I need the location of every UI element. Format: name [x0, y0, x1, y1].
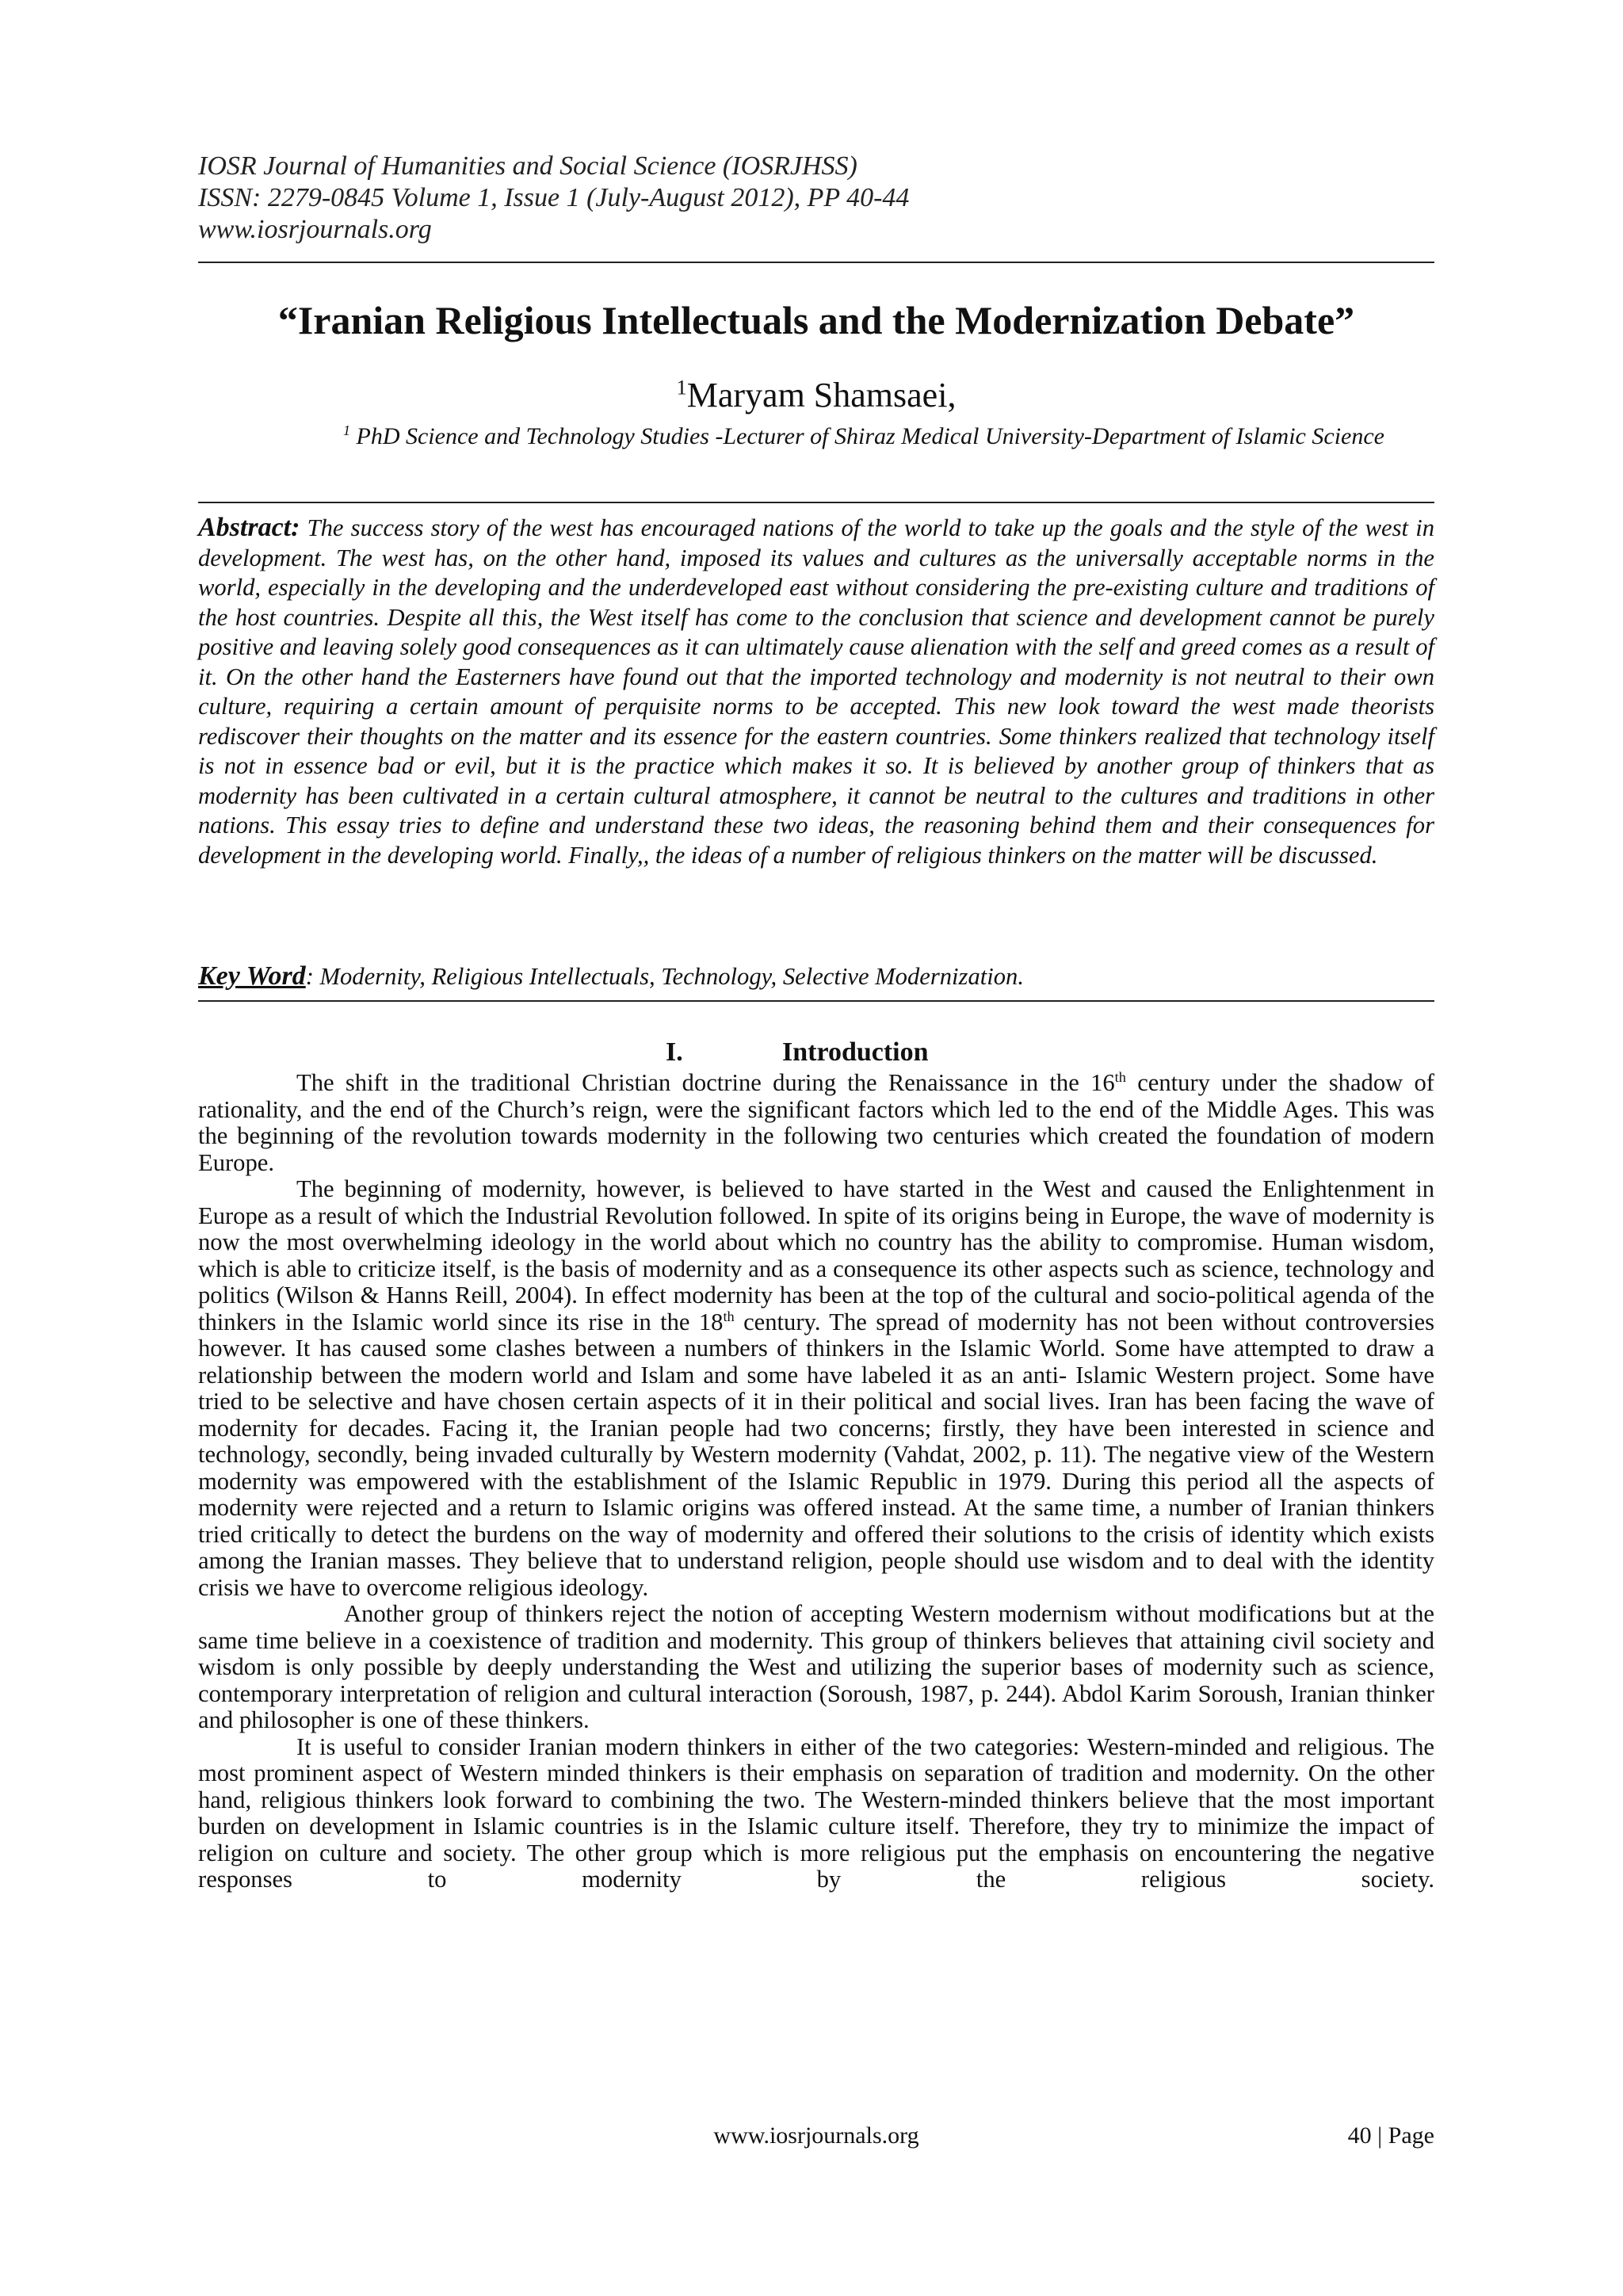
paragraph-2 [198, 1176, 1434, 1601]
body-text [198, 1070, 1434, 1893]
article-title: “Iranian Religious Intellectuals and the Modernization Debate” [277, 298, 1355, 342]
paragraph-1 [198, 1070, 1434, 1176]
abstract-bottom-rule [198, 1000, 1434, 1002]
header-rule [198, 262, 1434, 263]
paragraph-1-text-a: The shift in the traditional Christian doctrine during the Renaissance in the 16 [296, 1069, 1115, 1096]
abstract-text: The success story of the west has encouraged nations of the world to take up the goals and the style of the west in development. The west has, on the other hand, imposed its values and cultures as the universally acceptable norms in the world, especially in the developing and the underdeveloped east without considering the pre-existing culture and traditions of the host countries. Despite all this, the West itself has come to the conclusion that science and development cannot be purely positive and leaving solely good consequences as it can ultimately cause alienation with the self and greed comes as a result of it. On the other hand the Easterners have found out that the imported technology and modernity is not neutral to their own culture, requiring a certain amount of perquisite norms to be accepted. This new look toward the west made theorists rediscover their thoughts on the matter and its essence for the eastern countries. Some thinkers realized that technology itself is not in essence bad or evil, but it is the practice which makes it so. It is believed by another group of thinkers that as modernity has been cultivated in a certain cultural atmosphere, it cannot be neutral to the cultures and traditions in other nations. This essay tries to define and understand these two ideas, the reasoning behind them and their consequences for development in the developing world. Finally,, the ideas of a number of religious thinkers on the matter will be discussed. [198, 514, 1435, 869]
section-title: Introduction [782, 1037, 929, 1067]
abstract-label: Abstract: [198, 513, 300, 542]
affiliation [293, 422, 1434, 452]
section-number: I. [666, 1037, 683, 1067]
footer-website: www.iosrjournals.org [713, 2122, 919, 2149]
author-name: Maryam Shamsaei, [686, 376, 957, 415]
paragraph-4: It is useful to consider Iranian modern thinkers in either of the two categories: Western-minded and religious. The most prominent aspect of Western minded thinkers is their emphasis on separation of tradition and modernity. On the other hand, religious thinkers look forward to combining the two. The Western-minded thinkers believe that the most important burden on development in Islamic countries is in the Islamic culture itself. Therefore, they try to minimize the impact of religion on culture and society. The other group which is more religious put the emphasis on encountering the negative responses to modernity by the religious society. [198, 1733, 1434, 1893]
affiliation-superscript: 1 [343, 422, 350, 438]
keywords-text: : Modernity, Religious Intellectuals, Technology, Selective Modernization. [305, 963, 1024, 990]
abstract [198, 513, 1434, 870]
paragraph-3: Another group of thinkers reject the notion of accepting Western modernism without modifications but at the same time believe in a coexistence of tradition and modernity. This group of thinkers believes that attaining civil society and wisdom is only possible by deeply understanding the West and utilizing the superior bases of modernity such as science, contemporary interpretation of religion and cultural interaction (Soroush, 1987, p. 244). Abdol Karim Soroush, Iranian thinker and philosopher is one of these thinkers. [198, 1600, 1434, 1733]
journal-name: IOSR Journal of Humanities and Social Science (IOSRJHSS) [198, 151, 857, 181]
journal-website: www.iosrjournals.org [198, 215, 432, 244]
paragraph-1-text-b: century under the shadow of rationality, and the end of the Church’s reign, were the significant factors which led to the end of the Middle Ages. This was the beginning of the revolution towards modernity in the following two centuries which created the foundation of modern Europe. [198, 1069, 1434, 1176]
issn-line: ISSN: 2279-0845 Volume 1, Issue 1 (July-August 2012), PP 40-44 [198, 183, 910, 212]
paragraph-2-superscript: th [723, 1308, 735, 1324]
footer-page-number: 40 | Page [1347, 2122, 1434, 2149]
section-heading [198, 1036, 1434, 1069]
paragraph-1-superscript: th [1114, 1068, 1126, 1085]
paragraph-2-text-a: The beginning of modernity, however, is believed to have started in the West and caused the Enlightenment in Europe as a result of which the Industrial Revolution followed. In spite of its origins being in Europe, the wave of modernity is now the most overwhelming ideology in the world about which no country has the ability to compromise. Human wisdom, which is able to criticize itself, is the basis of modernity and as a consequence its other aspects such as science, technology and politics (Wilson & Hanns Reill, 2004). In effect modernity has been at the top of the cultural and socio-political agenda of the thinkers in the Islamic world since its rise in the 18 [198, 1175, 1434, 1335]
abstract-top-rule [198, 502, 1434, 503]
affiliation-text: PhD Science and Technology Studies -Lecturer of Shiraz Medical University-Department of Islamic Science [356, 423, 1384, 449]
author-line [198, 376, 1434, 415]
keywords [198, 961, 1434, 991]
paragraph-2-text-b: century. The spread of modernity has not been without controversies however. It has caused some clashes between a numbers of thinkers in the Islamic World. Some have attempted to draw a relationship between the modern world and Islam and some have labeled it as an anti- Islamic Western project. Some have tried to be selective and have chosen certain aspects of it in their political and social lives. Iran has been facing the wave of modernity for decades. Facing it, the Iranian people had two concerns; firstly, they have been interested in science and technology, secondly, being invaded culturally by Western modernity (Vahdat, 2002, p. 11). The negative view of the Western modernity was empowered with the establishment of the Islamic Republic in 1979. During this period all the aspects of modernity were rejected and a return to Islamic origins was offered instead. At the same time, a number of Iranian thinkers tried critically to detect the burdens on the way of modernity and offered their solutions to the crisis of identity which exists among the Iranian masses. They believe that to understand religion, people should use wisdom and to deal with the identity crisis we have to overcome religious ideology. [198, 1308, 1434, 1601]
journal-header [198, 151, 1434, 246]
keywords-label: Key Word [198, 961, 306, 991]
author-superscript: 1 [676, 375, 687, 399]
